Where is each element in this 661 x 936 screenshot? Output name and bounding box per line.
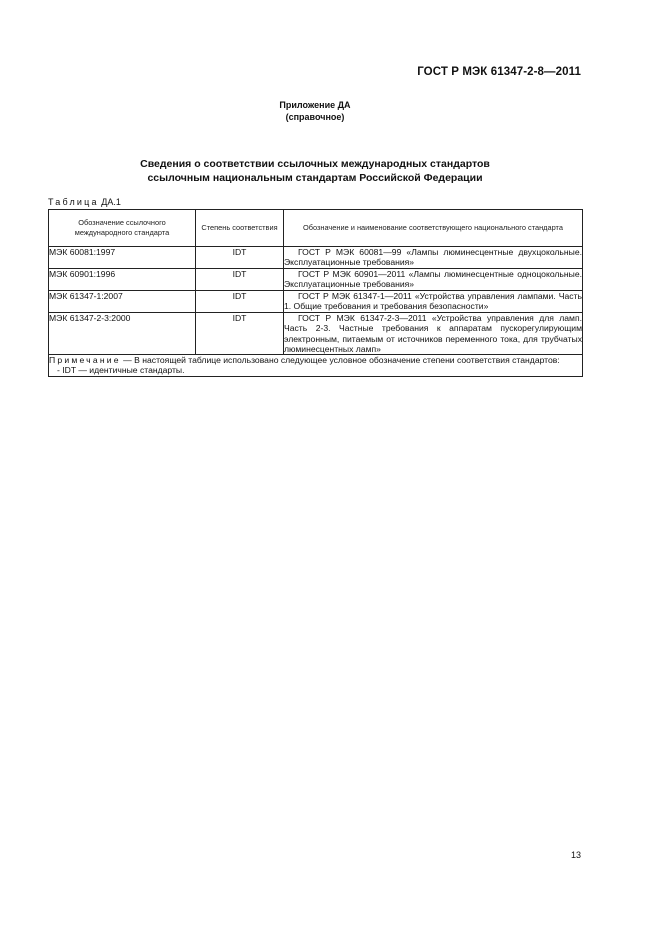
table-caption-number: ДА.1 bbox=[101, 197, 121, 207]
international-standard-cell: МЭК 61347-2-3:2000 bbox=[49, 313, 196, 355]
national-standard-cell bbox=[284, 291, 583, 313]
table-row bbox=[49, 313, 583, 355]
page-number: 13 bbox=[570, 850, 581, 860]
section-heading bbox=[0, 157, 630, 185]
note-label: Примечание bbox=[49, 355, 121, 366]
column-header-international-standard: Обозначение ссылочного международного стандарта bbox=[49, 210, 196, 247]
standards-correspondence-table bbox=[48, 209, 583, 377]
table-note-row bbox=[49, 355, 583, 377]
national-standard-cell bbox=[284, 313, 583, 355]
national-standard-cell bbox=[284, 269, 583, 291]
table-header-row bbox=[49, 210, 583, 247]
appendix-title: Приложение ДА bbox=[279, 100, 351, 110]
section-heading-line-2: ссылочным национальным стандартам Российской Федерации bbox=[147, 172, 483, 184]
degree-cell: IDT bbox=[196, 247, 284, 269]
degree-cell: IDT bbox=[196, 291, 284, 313]
note-text: В настоящей таблице использовано следующее условное обозначение степени соответствия стандартов: bbox=[134, 355, 560, 366]
international-standard-cell: МЭК 60081:1997 bbox=[49, 247, 196, 269]
table-caption bbox=[48, 197, 121, 207]
international-standard-cell: МЭК 61347-1:2007 bbox=[49, 291, 196, 313]
national-standard-text: ГОСТ Р МЭК 60081—99 «Лампы люминесцентные двухцокольные. Эксплуатационные требования» bbox=[284, 247, 582, 268]
note-item: - IDT — идентичные стандарты. bbox=[57, 365, 185, 376]
table-row bbox=[49, 269, 583, 291]
table-row bbox=[49, 291, 583, 313]
document-code: ГОСТ Р МЭК 61347-2-8—2011 bbox=[417, 66, 581, 78]
table-caption-word: Таблица bbox=[48, 197, 99, 207]
section-heading-line-1: Сведения о соответствии ссылочных международных стандартов bbox=[140, 158, 490, 170]
table-note bbox=[49, 355, 583, 377]
national-standard-cell bbox=[284, 247, 583, 269]
table-row bbox=[49, 247, 583, 269]
appendix-subtitle: (справочное) bbox=[285, 112, 345, 122]
note-dash: — bbox=[120, 355, 135, 366]
degree-cell: IDT bbox=[196, 269, 284, 291]
international-standard-cell: МЭК 60901:1996 bbox=[49, 269, 196, 291]
column-header-national-standard: Обозначение и наименование соответствующего национального стандарта bbox=[284, 210, 583, 247]
appendix-title-block bbox=[0, 99, 630, 123]
degree-cell: IDT bbox=[196, 313, 284, 355]
national-standard-text: ГОСТ Р МЭК 61347-2-3—2011 «Устройства управления для ламп. Часть 2-3. Частные требования к аппаратам пускорегулирующим электронным, питаемым от источников переменного тока, для трубчатых люминесцентных ламп» bbox=[284, 313, 582, 354]
national-standard-text: ГОСТ Р МЭК 60901—2011 «Лампы люминесцентные одноцокольные. Эксплуатационные требования» bbox=[284, 269, 582, 290]
national-standard-text: ГОСТ Р МЭК 61347-1—2011 «Устройства управления лампами. Часть 1. Общие требования и требования безопасности» bbox=[284, 291, 582, 312]
column-header-degree: Степень соответствия bbox=[196, 210, 284, 247]
